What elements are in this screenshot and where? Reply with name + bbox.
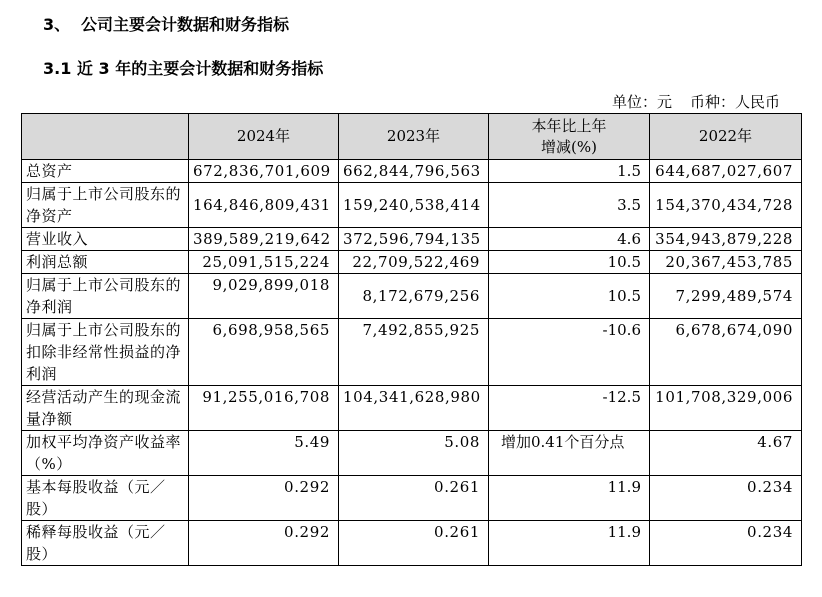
financial-data-table	[21, 113, 802, 566]
value-2022: 154,370,434,728	[650, 183, 802, 228]
value-2023: 22,709,522,469	[339, 251, 489, 274]
value-2023: 159,240,538,414	[339, 183, 489, 228]
value-2024: 5.49	[189, 431, 339, 476]
row-label: 总资产	[22, 160, 189, 183]
table-row	[22, 319, 802, 386]
table-row	[22, 183, 802, 228]
currency-label: 币种：人民币	[689, 93, 780, 111]
value-change: 3.5	[489, 183, 650, 228]
table-row	[22, 274, 802, 319]
row-label: 经营活动产生的现金流量净额	[22, 386, 189, 431]
row-label: 归属于上市公司股东的净利润	[22, 274, 189, 319]
value-2024: 672,836,701,609	[189, 160, 339, 183]
unit-label: 单位：元	[611, 93, 672, 111]
value-2022: 354,943,879,228	[650, 228, 802, 251]
header-corner	[22, 114, 189, 160]
value-2022: 7,299,489,574	[650, 274, 802, 319]
header-change-line1: 本年比上年	[531, 116, 607, 135]
row-label: 基本每股收益（元／股）	[22, 476, 189, 521]
value-2023: 372,596,794,135	[339, 228, 489, 251]
section-title: 公司主要会计数据和财务指标	[81, 15, 290, 34]
value-2024: 9,029,899,018	[189, 274, 339, 319]
value-2022: 6,678,674,090	[650, 319, 802, 386]
row-label: 归属于上市公司股东的扣除非经常性损益的净利润	[22, 319, 189, 386]
header-2023: 2023年	[339, 114, 489, 160]
row-label: 稀释每股收益（元／股）	[22, 521, 189, 566]
value-2022: 20,367,453,785	[650, 251, 802, 274]
value-2023: 0.261	[339, 476, 489, 521]
value-2024: 25,091,515,224	[189, 251, 339, 274]
value-2023: 8,172,679,256	[339, 274, 489, 319]
value-2024: 0.292	[189, 476, 339, 521]
table-header-row	[22, 114, 802, 160]
header-change-line2: 增减(%)	[541, 137, 597, 156]
unit-note	[612, 91, 780, 112]
header-2022: 2022年	[650, 114, 802, 160]
value-2024: 6,698,958,565	[189, 319, 339, 386]
value-change: 11.9	[489, 476, 650, 521]
row-label: 加权平均净资产收益率（%）	[22, 431, 189, 476]
row-label: 归属于上市公司股东的净资产	[22, 183, 189, 228]
subsection-heading: 3.1 近 3 年的主要会计数据和财务指标	[43, 59, 324, 78]
section-number: 3、	[43, 15, 71, 34]
table-row	[22, 431, 802, 476]
value-change: 1.5	[489, 160, 650, 183]
value-2024: 0.292	[189, 521, 339, 566]
value-2022: 0.234	[650, 521, 802, 566]
value-change: 10.5	[489, 251, 650, 274]
table-row	[22, 160, 802, 183]
value-2024: 91,255,016,708	[189, 386, 339, 431]
row-label: 利润总额	[22, 251, 189, 274]
value-change: 4.6	[489, 228, 650, 251]
row-label: 营业收入	[22, 228, 189, 251]
value-2022: 644,687,027,607	[650, 160, 802, 183]
value-2022: 4.67	[650, 431, 802, 476]
value-change: -10.6	[489, 319, 650, 386]
table-row	[22, 521, 802, 566]
table-row	[22, 386, 802, 431]
header-change	[489, 114, 650, 160]
value-2023: 5.08	[339, 431, 489, 476]
value-2024: 164,846,809,431	[189, 183, 339, 228]
value-2023: 7,492,855,925	[339, 319, 489, 386]
value-2022: 101,708,329,006	[650, 386, 802, 431]
section-heading	[43, 12, 289, 35]
value-change: 增加0.41个百分点	[489, 431, 650, 476]
value-2024: 389,589,219,642	[189, 228, 339, 251]
value-2023: 0.261	[339, 521, 489, 566]
table-row	[22, 476, 802, 521]
value-change: 10.5	[489, 274, 650, 319]
value-2023: 662,844,796,563	[339, 160, 489, 183]
table-row	[22, 228, 802, 251]
table-row	[22, 251, 802, 274]
value-2022: 0.234	[650, 476, 802, 521]
value-change: -12.5	[489, 386, 650, 431]
value-2023: 104,341,628,980	[339, 386, 489, 431]
value-change: 11.9	[489, 521, 650, 566]
header-2024: 2024年	[189, 114, 339, 160]
